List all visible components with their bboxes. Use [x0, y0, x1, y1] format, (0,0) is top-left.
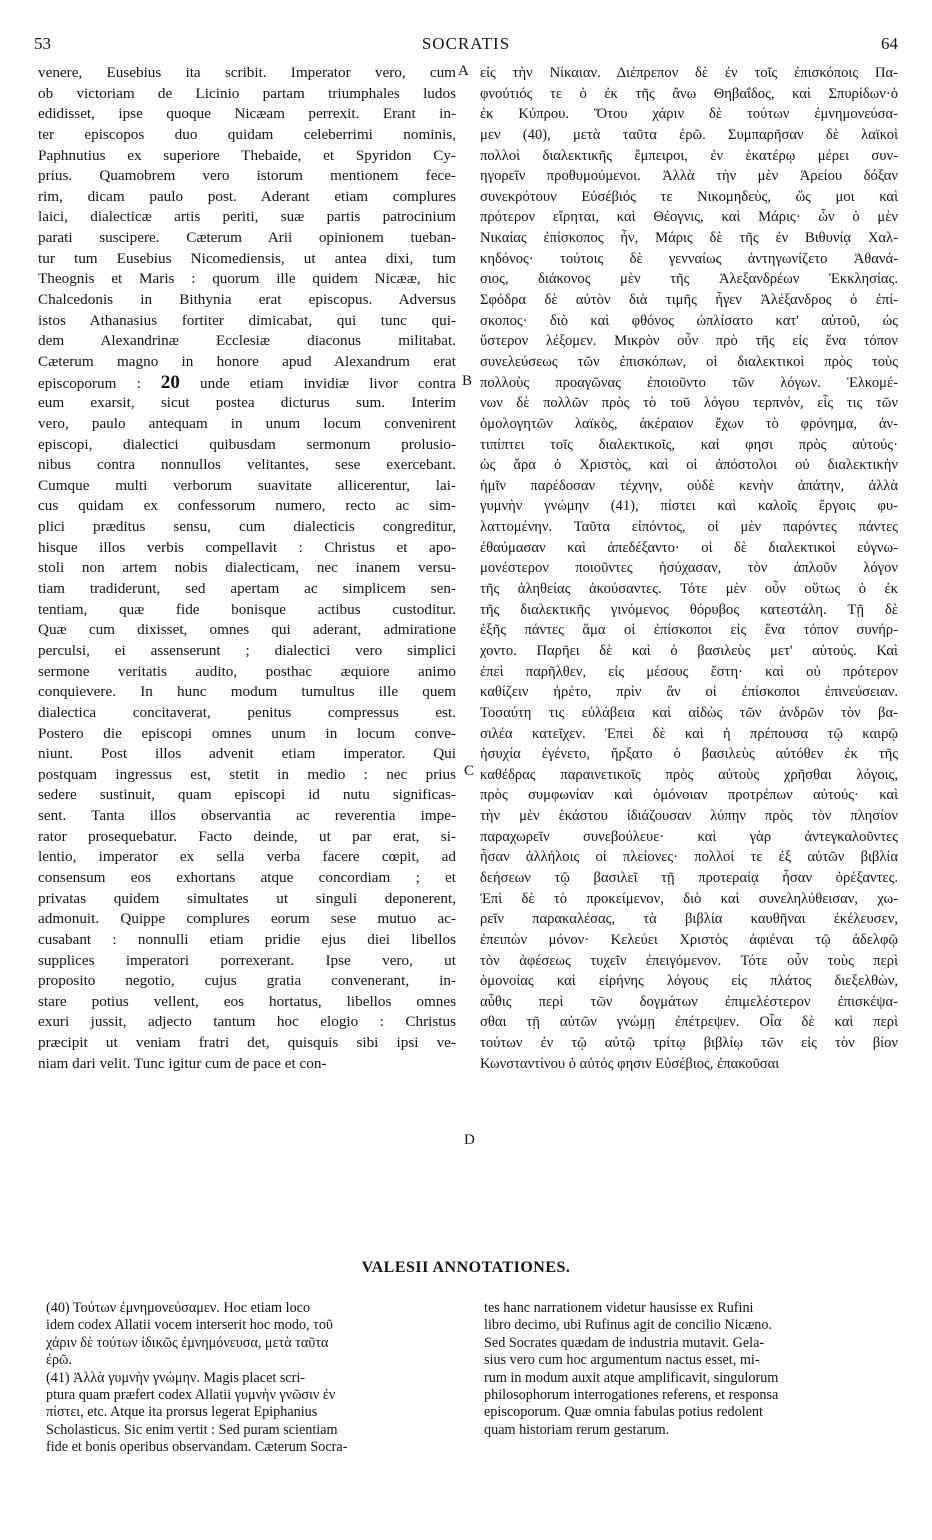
greek-text-line: ὁμονοίας καὶ εἰρήνης λόγους εἰς πλάτος διεξελθὼν,	[480, 973, 898, 990]
page-number-left: 53	[34, 34, 51, 53]
latin-text-line: niunt. Post illos advenit etiam imperator. Qui	[38, 745, 456, 763]
latin-text-line: episcopi, dialectici quibusdam sermonum prolusio-	[38, 435, 456, 453]
latin-text-line: plici præditus sensu, cum dialecticis congreditur,	[38, 518, 456, 536]
annotation-line: χάριν δὲ τούτων ἰδικῶς ἐμνημόνευσα, μετὰ ταῦτα	[46, 1334, 329, 1351]
greek-text-line: Κωνσταντίνου ὁ αὐτός φησιν Εὐσέβιος, ἐπακοῦσαι	[480, 1055, 780, 1072]
latin-text-line: postquam ingressus est, stetit in medio : nec prius	[38, 765, 456, 783]
latin-text-line: hisque illos verbis compellavit : Christus et apo-	[38, 538, 456, 556]
annotation-line: πίστει, etc. Atque ita prorsus legerat Epiphanius	[46, 1404, 318, 1421]
greek-column	[480, 63, 898, 1074]
greek-text-line: τῆς ἀληθείας ἀκούσαντες. Τότε μὲν οὖν οὕτως ὁ ἐκ	[480, 581, 898, 598]
latin-text-line: Chalcedonis in Bithynia erat episcopus. Adversus	[38, 291, 456, 309]
latin-text-line: sedere sustinuit, quam episcopi id nutu significas-	[38, 786, 456, 804]
latin-text-line: niam dari velit. Tunc igitur cum de pace et con-	[38, 1054, 327, 1072]
latin-text-line: conquievere. In hunc modum tumultus ille quem	[38, 683, 456, 701]
annotation-line: Sed Socrates quædam de industria mutavit. Gela-	[484, 1334, 765, 1351]
latin-text-line: episcoporum : 20 unde etiam invidiæ livor contra	[38, 372, 456, 393]
annotation-line: philosophorum interrogationes referens, et responsa	[484, 1386, 779, 1403]
latin-text-line: proposito negotio, cujus gratia convenerant, in-	[38, 972, 456, 990]
latin-text-line: Quæ cum dixisset, omnes qui aderant, admiratione	[38, 621, 456, 639]
latin-text-line: supplices imperatori porrexerant. Ipse vero, ut	[38, 951, 456, 969]
greek-text-line: μονέστερον ποιοῦντες ἡσύχασαν, τὸν ἁπλοῦν λόγον	[480, 560, 898, 577]
latin-text-line: præcipit ut veniam fratri det, quisquis sibi ipsi ve-	[38, 1034, 456, 1052]
greek-text-line: πρότερον εἴρηται, καὶ Θέογνις, καὶ Μάρις· ὧν ὁ μὲν	[480, 209, 898, 226]
annotation-line: tes hanc narrationem videtur hausisse ex Rufini	[484, 1300, 754, 1316]
latin-text-line: stare potius vellent, eos hortatus, libellos omnes	[38, 992, 456, 1010]
annotation-line: libro decimo, ubi Rufinus agit de concilio Nicæno.	[484, 1317, 773, 1334]
latin-text-line: admonuit. Quippe complures eorum sese mutuo ac-	[38, 910, 456, 928]
latin-text-line: Postero die episcopi omnes unum in locum conve-	[38, 724, 456, 742]
annotation-line: ptura quam præfert codex Allatii γυμνὴν γνῶσιν ἐν	[46, 1386, 336, 1403]
running-header	[34, 34, 898, 58]
greek-text-line: ἡμῖν παρέδοσαν τέχνην, οὐδὲ κενὴν ἀπάτην, ἀλλὰ	[480, 477, 898, 494]
greek-text-line: Σφόδρα δὲ αὐτὸν διὰ τιμῆς ἦγεν Ἀλέξανδρος ὁ ἐπί-	[480, 292, 898, 309]
greek-text-line: εἰς τὴν Νίκαιαν. Διέπρεπον δὲ ἐν τοῖς ἐπισκόποις Πα-	[480, 65, 898, 81]
greek-text-line: πρὸς συμφωνίαν καὶ ὁμόνοιαν προτρέπων αὐτούς· καὶ	[480, 787, 898, 804]
latin-text-line: cus quidam ex confessorum numero, recto ac sim-	[38, 497, 456, 515]
annotation-line: idem codex Allatii vocem interserit hoc modo, τοῦ	[46, 1317, 333, 1334]
greek-text-line: ἐπεὶ παρῆλθεν, εἰς μέσους ἔστη· καὶ οὐ πρότερον	[480, 663, 898, 680]
annotations-right-column	[484, 1300, 904, 1439]
greek-text-line: αὖθις περὶ τῶν δογμάτων ἐπιμελέστερον ἐπισκέψα-	[480, 993, 898, 1010]
latin-text-line: Theognis et Maris : quorum ille quidem Nicææ, hic	[38, 270, 456, 288]
latin-text-line: rim, dicam paulo post. Aderant etiam complures	[38, 187, 456, 205]
greek-text-line: τὸν ἀφέσεως τυχεῖν ἐπειγόμενον. Τότε οὖν τοὺς περὶ	[480, 952, 898, 969]
latin-text-line: consensum eos exhortans atque concordiam ; et	[38, 868, 456, 886]
latin-text-line: Cæterum magno in honore apud Alexandrum erat	[38, 352, 456, 370]
latin-text-line: Paphnutius ex superiore Thebaide, et Spyridon Cy-	[38, 146, 456, 164]
section-number: 20	[160, 372, 180, 393]
latin-text-line: istos Athanasius fortiter dimicabat, qui tunc qui-	[38, 311, 456, 329]
annotation-line: (41) Ἀλλὰ γυμνὴν γνώμην. Magis placet scri-	[46, 1369, 306, 1386]
latin-text-line: dem Alexandrinæ Ecclesiæ diaconus militabat.	[38, 332, 456, 350]
greek-text-line: παραχωρεῖν συνεβούλευε· καὶ γὰρ ἀντεγκαλοῦντες	[480, 828, 898, 845]
annotation-line: rum in modum auxit atque amplificavit, singulorum	[484, 1369, 779, 1386]
greek-text-line: τιπίπτει τοῖς διαλεκτικοῖς, καί φησι πρὸς αὐτούς·	[480, 436, 898, 453]
latin-text-line: sent. Tanta illos observantia ac reverentia impe-	[38, 807, 456, 825]
greek-text-line: νων δὲ πολλῶν πρὸς τὸ τοῦ λόγου τερπνὸν, εἷς τις τῶν	[480, 395, 898, 412]
greek-text-line: πολλοὶ διαλεκτικῆς ἔμπειροι, ἐν ἑκατέρῳ μέρει συν-	[480, 147, 898, 164]
latin-text-line: venere, Eusebius ita scribit. Imperator vero, cum	[38, 64, 456, 81]
greek-text-line: δεήσεων τῷ βασιλεῖ τῇ προτεραίᾳ ἦσαν ὀρέξαντες.	[480, 869, 898, 886]
annotations-left-column	[46, 1300, 458, 1457]
margin-letter-d: D	[464, 1132, 475, 1148]
annotation-line: Scholasticus. Sic enim vertit : Sed puram scientiam	[46, 1421, 338, 1438]
greek-text-line: καθέδρας παραινετικοῖς πρὸς αὐτοὺς χρῆσθαι λόγοις,	[480, 766, 898, 783]
latin-text-line: eum exarsit, sicut postea dicturus sum. Interim	[38, 394, 456, 412]
greek-text-line: τὴν μὲν ἑκάστου ἰδιάζουσαν λύπην πρὸς τὸν πλησίον	[480, 808, 898, 825]
greek-text-line: καθίζειν ἠρέτο, πρὶν ἂν οἱ ἐπίσκοποι ἐπινεύσειαν.	[480, 684, 898, 701]
latin-text-line: dialectica concitaverat, penitus compressus est.	[38, 703, 456, 721]
greek-text-line: σιλέα κατεῖχεν. Ἐπεὶ δὲ καὶ ἡ πρέπουσα τῷ καιρῷ	[480, 725, 898, 742]
latin-column	[38, 63, 456, 1074]
page-number-right: 64	[881, 34, 898, 53]
annotation-line: (40) Τούτων ἐμνημονεύσαμεν. Hoc etiam loco	[46, 1300, 311, 1316]
annotation-line: sius vero cum hoc argumentum nactus esset, mi-	[484, 1352, 760, 1369]
latin-text-line: perculsi, ei assenserunt ; dialectici vero simplici	[38, 641, 456, 659]
annotation-line: quam historiam rerum gestarum.	[484, 1421, 670, 1438]
greek-text-line: ἑξῆς πάντες ἅμα οἱ ἐπίσκοποι εἰς ἕνα τόπον συνήρ-	[480, 622, 898, 639]
annotations-title: VALESII ANNOTATIONES.	[361, 1259, 571, 1276]
greek-text-line: σιος, διάκονος μὲν τῆς Ἀλεξανδρέων Ἐκκλησίας.	[480, 271, 898, 288]
latin-text-line: tur tum Eusebius Nicomediensis, ut antea dixi, tum	[38, 249, 456, 267]
latin-text-line: nibus contra nonnullos velitantes, sese exercebant.	[38, 456, 456, 474]
greek-text-line: ηγορεῖν προθυμούμενοι. Ἀλλὰ τὴν μὲν Ἀρείου δόξαν	[480, 168, 898, 185]
greek-text-line: Ἐπὶ δὲ τὸ προκείμενον, διὸ καὶ συνεληλύθεισαν, χω-	[480, 890, 898, 907]
greek-text-line: φνούτιός τε ὁ ἐκ τῆς ἄνω Θηβαΐδος, καὶ Σπυρίδων·ὁ	[480, 85, 898, 102]
latin-text-line: prius. Quamobrem vero istorum mentionem fece-	[38, 167, 456, 185]
greek-text-line: ἦσαν ἀλλήλοις οἱ πλείονες· πολλοί τε ἐξ αὐτῶν βιβλία	[480, 849, 898, 866]
latin-text-line: laici, dialecticæ artis periti, suæ partis patrocinium	[38, 208, 456, 226]
greek-text-line: πολλοὺς προαγῶνας ἐποιοῦντο τῶν λόγων. Ἑλκομέ-	[480, 374, 898, 391]
latin-text-line: stoli non artem nobis dialecticam, nec inanem versu-	[38, 559, 456, 577]
running-title: SOCRATIS	[421, 34, 511, 53]
latin-text-line: sermone veritatis audito, posthac æquiore animo	[38, 662, 456, 680]
greek-text-line: τῆς διαλεκτικῆς γινόμενος θόρυβος κατεστάλη. Τῇ δὲ	[480, 601, 898, 618]
latin-text-line: tiam tradiderunt, sed apertam ac simplicem sen-	[38, 580, 456, 598]
greek-text-line: χοντο. Παρῆει δὲ καὶ ὁ βασιλεὺς μετ' αὐτούς. Καὶ	[480, 642, 898, 659]
latin-text-line: privatas quidem simultates ut singuli deponerent,	[38, 889, 456, 907]
greek-text-line: Νικαίας ἐπίσκοπος ἦν, Μάρις δὲ τῆς ἐν Βιθυνίᾳ Χαλ-	[480, 230, 898, 247]
greek-text-line: λαττομένην. Ταῦτα εἰπόντος, οἱ μὲν παρόντες πάντες	[480, 519, 898, 536]
greek-text-line: συνεκρότουν Εὐσέβιός τε Νικομηδεὺς, ὥς μοι καὶ	[480, 188, 898, 205]
greek-text-line: σθαι τῇ αὐτῶν γνώμῃ ἐπέτρεψεν. Οἷα δὲ καὶ περὶ	[480, 1014, 898, 1031]
greek-text-line: ρεῖν παρακαλέσας, τὰ βιβλία καυθῆναι ἐκέλευσεν,	[480, 911, 898, 928]
greek-text-line: ἐθαύμασαν καὶ ἀπεδέξαντο· οἱ δὲ διαλεκτικοὶ εὐγνω-	[480, 539, 898, 556]
greek-text-line: κηδόνος· τούτοις δὲ γενναίως ἀντηγωνίζετο Ἀθανά-	[480, 250, 898, 267]
latin-text-line: Cumque multi verborum suavitate allicerentur, lai-	[38, 476, 456, 494]
greek-text-line: ὕστερον λέξομεν. Μικρὸν οὖν πρὸ τῆς εἰς ἕνα τόπον	[480, 333, 898, 350]
greek-text-line: ἡσυχία ἐγένετο, ἤρξατο ὁ βασιλεὺς αὐτόθεν ἐκ τῆς	[480, 746, 898, 763]
greek-text-line: ἐπειπὼν μόνον· Κελεύει Χριστὸς ἀφιέναι τῷ ἀδελφῷ	[480, 931, 898, 948]
latin-text-line: exuri jussit, adjecto tantum hoc elogio : Christus	[38, 1013, 456, 1031]
latin-text-line: rator prosequebatur. Facto deinde, ut par erat, si-	[38, 827, 456, 845]
latin-text-line: vero, paulo antequam in unum locum convenirent	[38, 414, 456, 432]
greek-text-line: σκοπος· διὸ καὶ φθόνος ὡπλίσατο κατ' αὐτοῦ, ὡς	[480, 312, 898, 329]
greek-text-line: γυμνὴν γνώμην (41), πίστει καὶ καλοῖς ἔργοις φυ-	[480, 498, 898, 515]
latin-text-line: parati suscipere. Cæterum Arii opinionem tueban-	[38, 229, 456, 247]
greek-text-line: ὁμολογητῶν λαϊκὸς, ἀκέραιον ἔχων τὸ φρόνημα, ἀν-	[480, 415, 898, 432]
annotation-line: fide et bonis operibus observandam. Cæterum Socra-	[46, 1439, 348, 1456]
greek-text-line: Τοσαύτη τις εὐλάβεια καὶ αἰδὼς τῶν ἀνδρῶν τὸν βα-	[480, 704, 898, 721]
latin-text-line: ter episcopos duo quidam celeberrimi nominis,	[38, 125, 456, 143]
greek-text-line: ὡς ἄρα ὁ Χριστὸς, καὶ οἱ ἀπόστολοι οὐ διαλεκτικὴν	[480, 457, 898, 474]
latin-text-line: cusabant : nonnulli etiam pridie ejus diei libellos	[38, 930, 456, 948]
margin-letter-b: B	[462, 373, 473, 389]
margin-letter-c: C	[464, 763, 475, 779]
greek-text-line: ἐκ Κύπρου. Ὅτου χάριν δὲ τούτων ἐμνημονεύσα-	[480, 106, 898, 123]
greek-text-line: μεν (40), μετὰ ταῦτα ἐρῶ. Συμπαρῆσαν δὲ λαϊκοὶ	[480, 126, 898, 143]
annotation-line: episcoporum. Quæ omnia fabulas potius redolent	[484, 1404, 763, 1421]
greek-text-line: συνελεύσεως τῶν ἐπισκόπων, οἱ διαλεκτικοὶ πρὸς τοὺς	[480, 353, 898, 370]
latin-text-line: ob victoriam de Licinio partam triumphales ludos	[38, 84, 456, 102]
latin-text-line: edidisset, ipse quoque Nicæam perrexit. Erant in-	[38, 105, 456, 123]
margin-letter-a: A	[458, 63, 469, 79]
annotation-line: ἐρῶ.	[46, 1352, 72, 1369]
greek-text-line: τούτων ἐν τῷ αὐτῷ τρίτῳ βιβλίῳ τῶν εἰς τὸν βίον	[480, 1035, 898, 1052]
latin-text-line: lentio, imperator ex sella verba facere cœpit, ad	[38, 848, 456, 866]
latin-text-line: tentiam, quæ fide bonisque actibus custoditur.	[38, 600, 456, 618]
